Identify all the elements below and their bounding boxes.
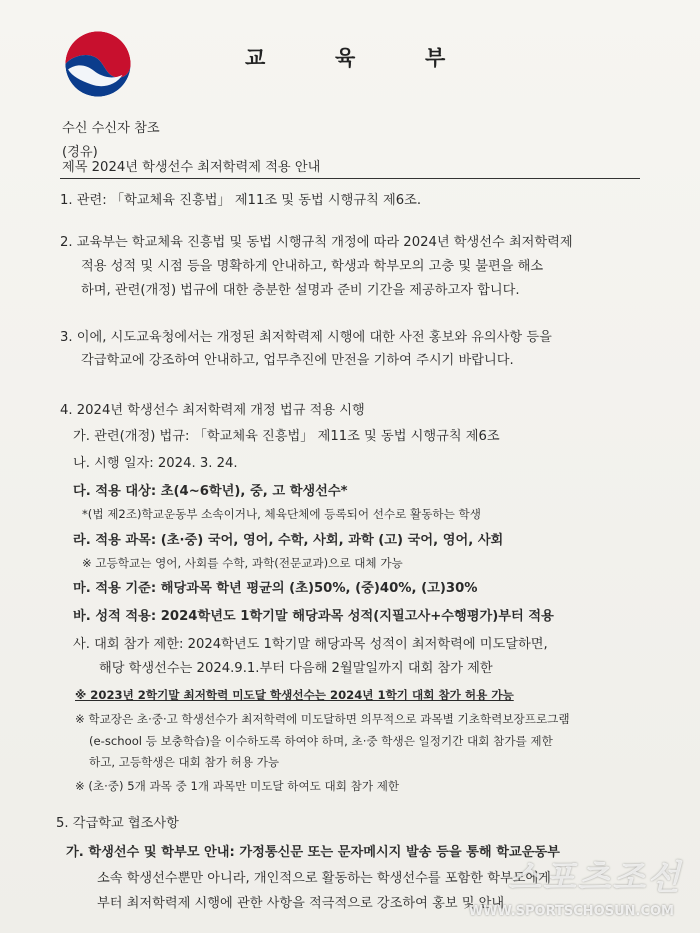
- item-3-line-1: 3. 이에, 시도교육청에서는 개정된 최저학력제 시행에 대한 사전 홍보와 유의사항 등을: [60, 330, 552, 345]
- item-5: 5. 각급학교 협조사항: [56, 816, 179, 831]
- note-3: ※ (초·중) 5개 과목 중 1개 과목만 미도달 하여도 대회 참가 제한: [75, 779, 400, 793]
- item-4-ra-note: ※ 고등학교는 영어, 사회를 수학, 과학(전문교과)으로 대체 가능: [82, 556, 403, 570]
- subject-divider: [60, 178, 640, 179]
- ministry-title: [245, 42, 515, 72]
- note-2-line-3: 하고, 고등학생은 대회 참가 허용 가능: [89, 755, 280, 769]
- note-1: ※ 2023년 2학기말 최저학력 미도달 학생선수는 2024년 1학기 대회 참가 허용 가능: [75, 688, 514, 702]
- item-2-line-2: 적용 성적 및 시점 등을 명확하게 안내하고, 학생과 학부모의 고충 및 불편을 해소: [81, 259, 544, 274]
- item-4-na: 나. 시행 일자: 2024. 3. 24.: [73, 456, 238, 471]
- item-4-da-note: *(법 제2조)학교운동부 소속이거나, 체육단체에 등록되어 선수로 활동하는 학생: [82, 507, 481, 521]
- via-line: (경유): [62, 145, 98, 160]
- item-4-ba: 바. 성적 적용: 2024학년도 1학기말 해당과목 성적(지필고사+수행평가)부터 적용: [73, 609, 554, 624]
- item-4-sa-line-2: 해당 학생선수는 2024.9.1.부터 다음해 2월말일까지 대회 참가 제한: [99, 661, 493, 676]
- subject-line: 제목 2024년 학생선수 최저학력제 적용 안내: [62, 160, 321, 175]
- government-emblem-icon: [64, 30, 132, 98]
- item-4-ma: 마. 적용 기준: 해당과목 학년 평균의 (초)50%, (중)40%, (고)30%: [73, 581, 478, 596]
- ministry-char-2: 육: [335, 46, 356, 70]
- item-4-sa-line-1: 사. 대회 참가 제한: 2024학년도 1학기말 해당과목 성적이 최저학력에 미도달하면,: [73, 637, 548, 652]
- item-4-ga: 가. 관련(개정) 법규: 「학교체육 진흥법」 제11조 및 동법 시행규칙 제6조: [73, 429, 500, 444]
- item-2-line-1: 2. 교육부는 학교체육 진흥법 및 동법 시행규칙 개정에 따라 2024년 학생선수 최저학력제: [60, 235, 573, 250]
- item-4-ra: 라. 적용 과목: (초·중) 국어, 영어, 수학, 사회, 과학 (고) 국어, 영어, 사회: [73, 533, 504, 548]
- item-3-line-2: 각급학교에 강조하여 안내하고, 업무추진에 만전을 기하여 주시기 바랍니다.: [81, 353, 514, 368]
- item-4-da: 다. 적용 대상: 초(4~6학년), 중, 고 학생선수*: [73, 484, 348, 499]
- recipient-line: 수신 수신자 참조: [62, 121, 160, 136]
- note-2-line-2: (e-school 등 보충학습)을 이수하도록 하여야 하며, 초·중 학생은 일정기간 대회 참가를 제한: [89, 734, 553, 748]
- watermark-brand: 스포츠조선: [507, 858, 682, 898]
- item-2-line-3: 하며, 관련(개정) 법규에 대한 충분한 설명과 준비 기간을 제공하고자 합니다.: [81, 283, 520, 298]
- ministry-char-3: 부: [425, 46, 446, 70]
- ministry-char-1: 교: [245, 46, 266, 70]
- item-5-ga-line-2: 소속 학생선수뿐만 아니라, 개인적으로 활동하는 학생선수를 포함한 학부모에게: [97, 871, 551, 886]
- note-2-line-1: ※ 학교장은 초·중·고 학생선수가 최저학력에 미도달하면 의무적으로 과목별 기초학력보장프로그램: [75, 712, 570, 726]
- item-4: 4. 2024년 학생선수 최저학력제 개정 법규 적용 시행: [60, 403, 365, 418]
- watermark-url: WWW.SPORTSCHOSUN.COM: [468, 904, 674, 919]
- item-5-ga-line-1: 가. 학생선수 및 학부모 안내: 가정통신문 또는 문자메시지 발송 등을 통해 학교운동부: [66, 845, 560, 860]
- item-1: 1. 관련: 「학교체육 진흥법」 제11조 및 동법 시행규칙 제6조.: [60, 193, 422, 208]
- item-5-ga-line-3: 부터 최저학력제 시행에 관한 사항을 적극적으로 강조하여 홍보 및 안내: [97, 896, 505, 911]
